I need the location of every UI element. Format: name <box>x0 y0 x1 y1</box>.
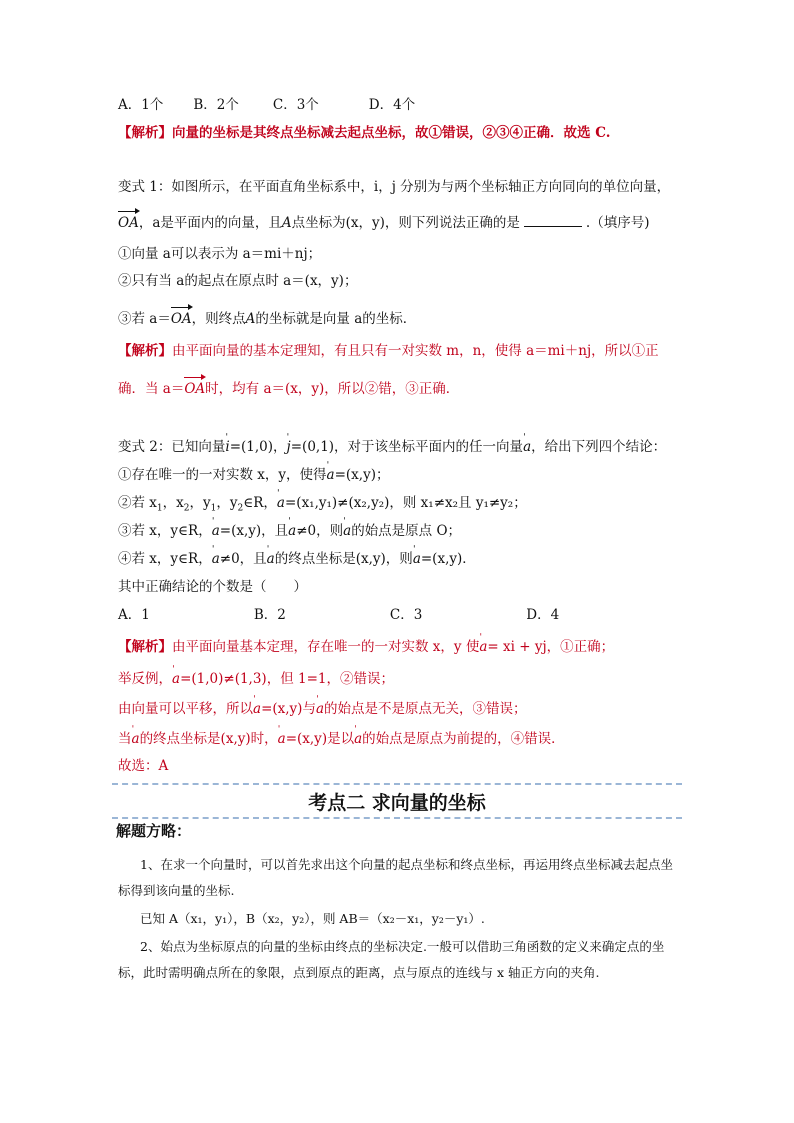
variant2-item3: ③若 x，y∈R，ˈ a=(x,y)，且ˈ a≠0，则ˈ a的始点是原点 O； <box>118 522 461 540</box>
variant1-analysis-1: 【解析】由平面向量的基本定理知，有且只有一对实数 m，n，使得 a＝mi＋nj，所以①正 <box>118 343 659 359</box>
variant2-analysis-3: 由向量可以平移，所以ˈ a=(x,y)与ˈ a的始点是不是原点无关，③错误； <box>118 700 527 718</box>
dashed-divider-bottom <box>112 817 682 819</box>
vector-oa: OA <box>184 374 205 398</box>
option-d: D．4个 <box>368 97 416 113</box>
variant1-item2: ②只有当 a的起点在原点时 a＝(x，y)； <box>118 273 358 289</box>
method-paragraph-1: 1、在求一个向量时，可以首先求出这个向量的起点坐标和终点坐标，再运用终点坐标减去起点坐标得到该向量的坐标. <box>118 857 673 898</box>
option-d: D．4 <box>526 607 560 623</box>
vector-oa: OA <box>171 304 192 328</box>
q0-analysis <box>118 124 610 142</box>
option-a: A．1个 <box>118 97 164 113</box>
variant2-analysis-1: 【解析】由平面向量基本定理，存在唯一的一对实数 x，y 使ˈ a= xi + yj，①正确； <box>118 638 614 656</box>
variant2-analysis-2: 举反例，ˈ a=(1,0)≠(1,3)，但 1=1，②错误； <box>118 670 394 688</box>
analysis-tag: 【解析】 <box>118 343 172 359</box>
method-formula: 已知 A（x₁，y₁），B（x₂，y₂），则 AB＝（x₂－x₁，y₂－y₁）. <box>140 911 485 926</box>
variant1-item3: ③若 a＝OA，则终点A的坐标就是向量 a的坐标． <box>118 304 416 328</box>
variant2-item1: ①存在唯一的一对实数 x，y，使得ˈ a=(x,y)； <box>118 466 389 484</box>
variant1-analysis-2: 确．当 a＝OA时，均有 a＝(x，y)，所以②错，③正确． <box>118 374 459 398</box>
vector-oa: OA <box>118 208 139 232</box>
variant2-question: 其中正确结论的个数是（ ） <box>118 579 307 595</box>
method-title: 解题方略： <box>116 822 192 840</box>
option-a: A．1 <box>118 607 150 623</box>
analysis-tag: 【解析】 <box>118 639 172 655</box>
dashed-divider-top <box>112 783 682 785</box>
q0-options <box>118 96 415 114</box>
variant2-item4: ④若 x，y∈R，ˈ a≠0，且ˈ a的终点坐标是(x,y)，则ˈ a=(x,y)． <box>118 550 476 568</box>
variant2-options <box>118 606 559 624</box>
variant2-line1: 变式 2：已知向量ˈ i=(1,0)，ˈ j=(0,1)，对于该坐标平面内的任一向量ˈ a，给出下列四个结论： <box>118 438 666 456</box>
section-title: 考点二 求向量的坐标 <box>308 792 486 814</box>
analysis-tag: 【解析】 <box>118 125 172 141</box>
variant2-answer: 故选：A <box>118 758 169 774</box>
option-c: C．3个 <box>272 97 319 113</box>
answer-blank <box>524 212 582 227</box>
variant1-line2: OA，a是平面内的向量，且A点坐标为(x，y)，则下列说法正确的是 .（填序号) <box>118 208 649 232</box>
method-paragraph-2: 2、始点为坐标原点的向量的坐标由终点的坐标决定.一般可以借助三角函数的定义来确定点的坐标，此时需明确点所在的象限，点到原点的距离，点与原点的连线与 x 轴正方向的夹角. <box>118 939 665 980</box>
variant2-analysis-4: 当ˈ a的终点坐标是(x,y)时，ˈ a=(x,y)是以ˈ a的始点是原点为前提的，④错误． <box>118 730 565 748</box>
option-b: B．2 <box>253 607 286 623</box>
variant2-item2: ②若 $x_1$，$x_2$，$y_1$，$y_2\in R$，ˈ a=(x₁,y₁)≠(x₂,y₂)，则 x₁≠x₂且 y₁≠y₂； <box>118 494 527 518</box>
section-header <box>112 783 682 823</box>
variant1-line1: 变式 1：如图所示，在平面直角坐标系中，i，j 分别为与两个坐标轴正方向同向的单位向量， <box>118 179 671 195</box>
option-c: C．3 <box>389 607 423 623</box>
variant1-item1: ①向量 a可以表示为 a＝mi＋nj； <box>118 246 322 262</box>
option-b: B．2个 <box>193 97 239 113</box>
analysis-text: 向量的坐标是其终点坐标减去起点坐标，故①错误，②③④正确．故选 C. <box>172 125 611 141</box>
